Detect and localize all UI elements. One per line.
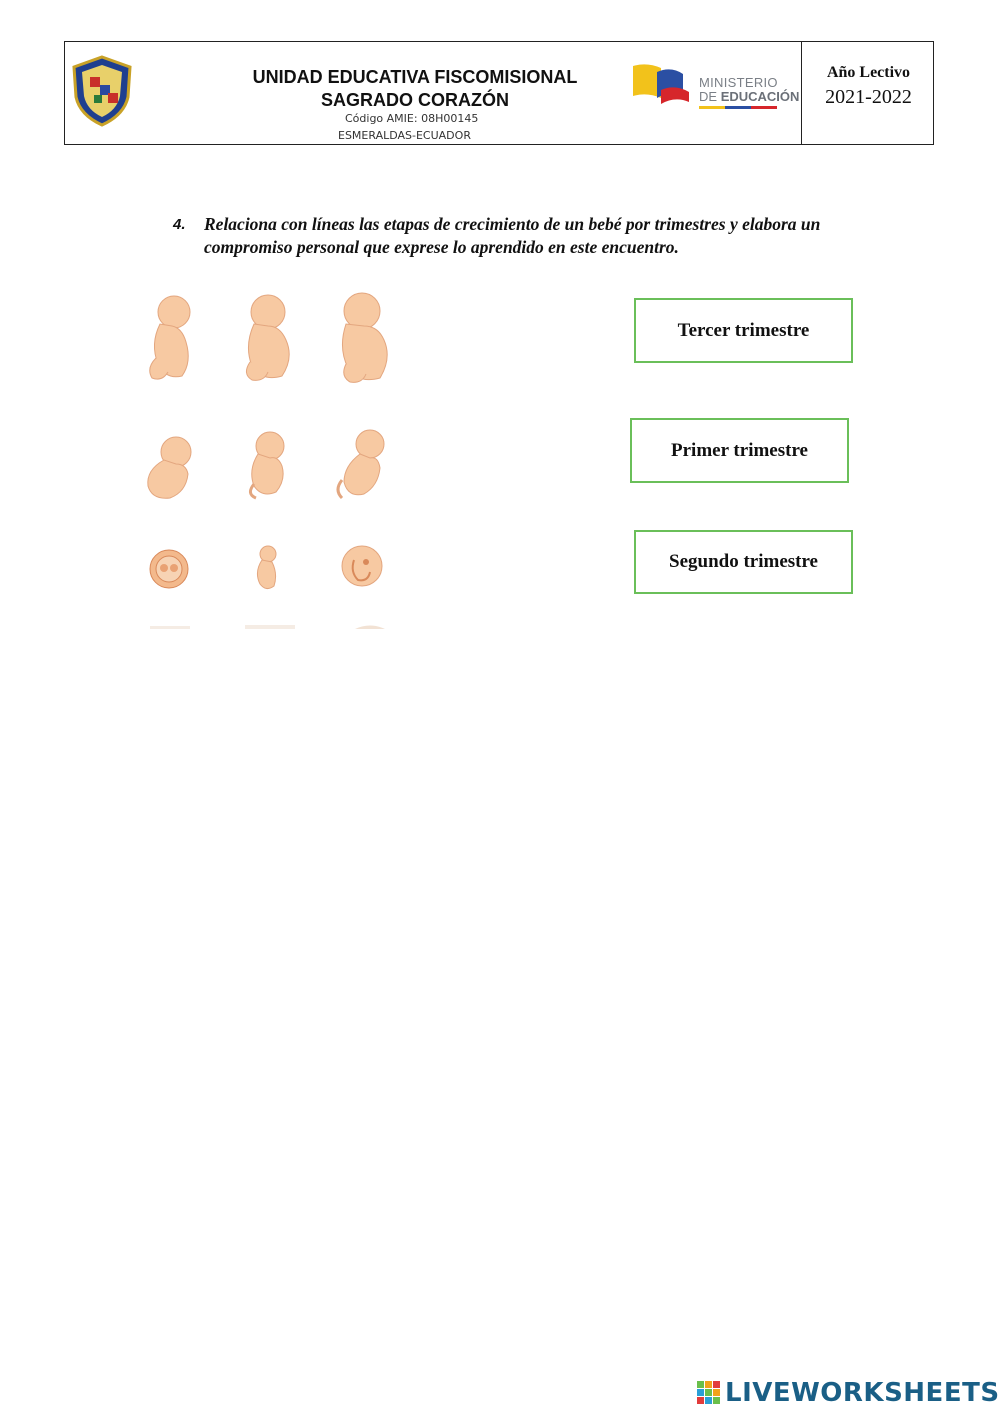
trimester-box-primer[interactable]: Primer trimestre [630, 418, 849, 483]
fetus-image[interactable] [142, 432, 198, 504]
document-header [64, 41, 934, 145]
fetus-image[interactable] [336, 290, 394, 386]
question-text: Relaciona con líneas las etapas de crecimiento de un bebé por trimestres y elabora un compromiso personal que exprese lo aprendido en este encuentro. [204, 214, 821, 257]
fetus-image[interactable] [248, 544, 282, 594]
city-label: ESMERALDAS-ECUADOR [338, 129, 471, 142]
year-label: Año Lectivo [826, 64, 911, 81]
cropped-image-edge [150, 622, 390, 630]
question-number: 4. [173, 216, 186, 233]
school-name [215, 66, 615, 112]
ministry-prefix: DE [699, 89, 718, 104]
fetus-image[interactable] [148, 548, 190, 590]
ministry-line2 [699, 89, 799, 104]
fetus-image[interactable] [334, 426, 392, 504]
ministry-education: EDUCACIÓN [720, 89, 800, 104]
watermark-text: LIVEWORKSHEETS [725, 1378, 1000, 1408]
question-4 [173, 213, 873, 259]
ministry-line1: MINISTERIO [699, 75, 778, 90]
fetus-image[interactable] [240, 428, 296, 500]
liveworksheets-logo-icon [697, 1381, 721, 1405]
fetus-image[interactable] [142, 292, 198, 384]
amie-code: Código AMIE: 08H00145 [345, 112, 479, 125]
ministry-color-bar [699, 106, 777, 109]
school-name-line1: UNIDAD EDUCATIVA FISCOMISIONAL [252, 67, 578, 87]
school-shield-logo [70, 55, 134, 127]
year-value: 2021-2022 [825, 86, 912, 108]
fetus-image[interactable] [340, 542, 384, 592]
trimester-box-segundo[interactable]: Segundo trimestre [634, 530, 853, 594]
school-name-line2: SAGRADO CORAZÓN [321, 90, 509, 110]
trimester-box-tercer[interactable]: Tercer trimestre [634, 298, 853, 363]
fetus-image[interactable] [240, 292, 300, 384]
liveworksheets-watermark [697, 1378, 1000, 1408]
